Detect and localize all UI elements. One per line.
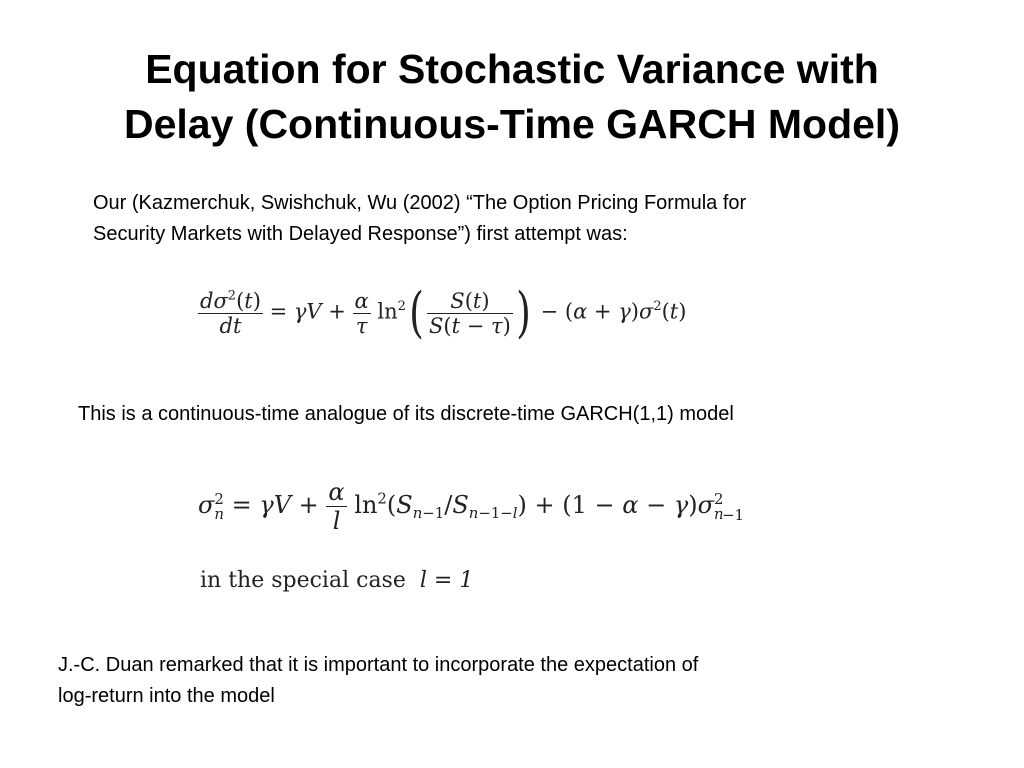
remark-line-1: J.-C. Duan remarked that it is important to incorporate the expectation of — [58, 654, 699, 676]
derivative-fraction: $\frac{d\sigma^2(t)}{dt}$ — [200, 288, 261, 338]
analogue-text: This is a continuous-time analogue of its discrete-time GARCH(1,1) model — [78, 403, 734, 425]
alpha-over-tau: $\frac{\alpha}{\tau}$ — [354, 288, 369, 338]
title-line-1: Equation for Stochastic Variance with — [145, 46, 879, 92]
price-ratio-fraction: $\frac{S(t)}{S(t - \tau)}$ — [429, 288, 511, 338]
discrete-time-equation: σ 2 n = γV + $\frac{\alpha}{l}$ $\ln^2(S_{n-1}/S_{n-1-l}) + (1 - \alpha - \gamma)\sigma$ 2 n $_{-1}$ — [198, 478, 745, 535]
intro-paragraph — [93, 188, 746, 250]
special-case-text: in the special case — [200, 568, 406, 593]
slide-title — [0, 42, 1024, 152]
intro-line-1: Our (Kazmerchuk, Swishchuk, Wu (2002) “The Option Pricing Formula for — [93, 192, 747, 214]
analogue-paragraph — [78, 399, 734, 430]
continuous-time-equation: $\frac{d\sigma^2(t)}{dt}$ = γV + $\frac{\alpha}{\tau}$ $\ln^2$( $\frac{S(t)}{S(t - \tau)}$ ) − $(\alpha + \gamma)\sigma^2(t)$ — [200, 281, 687, 344]
special-case-condition: l = 1 — [419, 568, 474, 593]
intro-line-2: Security Markets with Delayed Response”) first attempt was: — [93, 223, 628, 245]
title-line-2: Delay (Continuous-Time GARCH Model) — [124, 101, 900, 147]
remark-line-2: log-return into the model — [58, 685, 275, 707]
remark-paragraph — [58, 650, 698, 712]
special-case-line — [200, 568, 473, 593]
alpha-over-l: $\frac{\alpha}{l}$ — [328, 478, 345, 535]
